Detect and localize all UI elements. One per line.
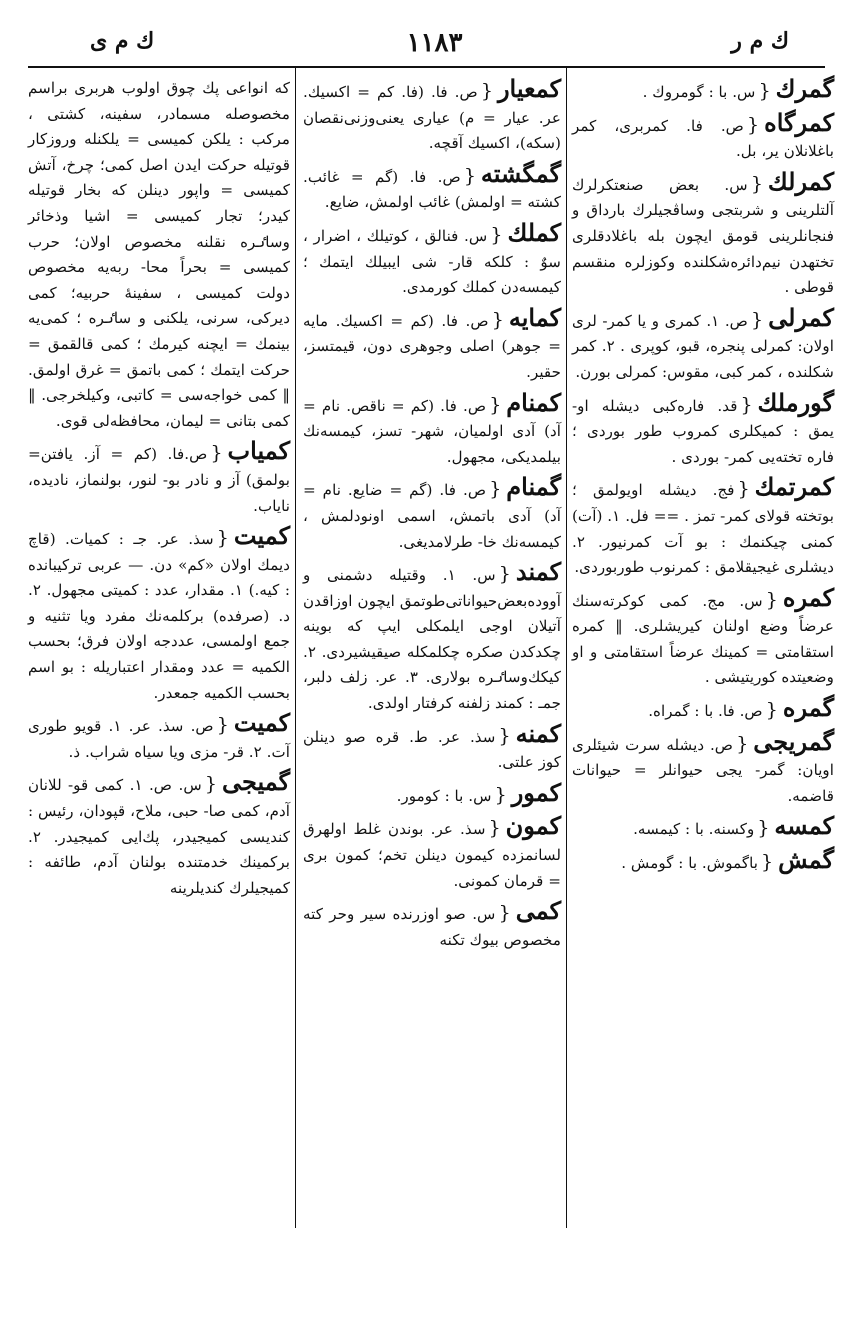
headword: كمیاب <box>227 436 290 466</box>
entry: گورملك{قد. فاره‌كبی دیشله او- یمق : كمیكلری كمروب طور بوردی ؛ فاره تخته‌یی كمر- بوردی . <box>572 387 834 466</box>
header-letters-left: ك م ى <box>90 28 155 54</box>
entry: كمرگاه{ص. فا. كمربری، كمر باغلانلان یر، بل. <box>572 107 834 161</box>
header-rule <box>28 66 825 68</box>
entry: كمسه{وكسنه. با : كیمسه. <box>633 811 834 841</box>
definition: س. بعض صنعتكرلرك آلتلرینی و شربتجی وساڤجیلرك بارداق و فنجانلرینی قومق ایچون بله باغلادقلری تختهدن نیم‌دائره‌شكلنده وكوزلره منقسم قوطی . <box>572 175 834 297</box>
page-header <box>60 28 809 68</box>
headword: كمنام <box>506 387 561 417</box>
definition: ص.فا. (كم = آز. یافتن= بولمق) آز و نادر بو- لنور، بولنماز، نادیده، نایاب. <box>28 445 290 515</box>
entry: كمند{س. ١. وقتیله دشمنی و آووده‌بعض‌حیواناتی‌طوتمق ایچون اوزاقدن آتیلان اوجی ایلمكلی ایپ كه بوینه چكدكدن صكره چكلمكله صیقیشیردی. ٢. كیكك‌وساٸره بولاری. ٣. عر. زلف دلبر، جمـ : كمند زلفنه كرفتار اولدی. <box>303 557 561 713</box>
entry: كمرلك{س. بعض صنعتكرلرك آلتلرینی و شربتجی وساڤجیلرك بارداق و فنجانلرینی قومق ایچون بله باغلادقلری تختهدن نیم‌دائره‌شكلنده وكوزلره منقسم قوطی . <box>572 166 834 297</box>
entry: گمیجی{س. ص. ١. كمی قو- للانان آدم، كمی صا- حبی، ملاح، قپودان، رئیس : كندیسی كمیجیدر، پك‌ایی كمیجیدر. ٢. بركمینك خدمتنده بولنان آدم، طائفه : كمیجیلرك كندیلرینه <box>28 767 290 897</box>
headword: كمعیار <box>497 74 561 103</box>
headword: گمگشته <box>480 158 561 188</box>
headword: كمره <box>782 582 834 612</box>
entry: كمون{سذ. عر. بوندن غلط اولهرق لسانمزده كیمون دینلن تخم؛ كمون بری = قرمان كمونی. <box>303 811 561 890</box>
headword: كمیت <box>233 708 290 738</box>
column-middle <box>303 76 561 957</box>
definition: ص. فا. (گم = ضایع. نام = آد) آدی باتمش، اسمی اونودلمش ، كیمسه‌نك خا- طرلامدیغی. <box>303 481 561 551</box>
definition: ص. ١. كمری و یا كمر- لری اولان: كمرلی پنجره، قبو، كوپری . ٢. كمر شكلنده ، كمر كبی، مقوس: كمرلی بورن. <box>572 311 834 381</box>
entry: گمریجی{ص. دیشله سرت شیئلری اویان: گمر- یجی حیوانلر = حیوانات قاضمه. <box>572 726 834 805</box>
definition: ص. فا. كمربری، كمر باغلانلان یر، بل. <box>572 116 834 161</box>
headword: كمون <box>505 811 561 841</box>
definition: س. ص. ١. كمی قو- للانان آدم، كمی صا- حبی، ملاح، قپودان، رئیس : كندیسی كمیجیدر، پك‌ایی كمیجیدر. ٢. بركمینك خدمتنده بولنان آدم، طائفه : كمیجیلرك كندیلرینه <box>28 776 290 897</box>
headword: كمرلی <box>768 302 834 332</box>
definition: قد. فاره‌كبی دیشله او- یمق : كمیكلری كمروب طور بوردی ؛ فاره تخته‌یی كمر- بوردی . <box>572 396 834 466</box>
headword: كملك <box>507 217 561 247</box>
entry: كمایه{ص. فا. (كم = اكسیك. مایه = جوهر) اصلی وجوهری دون، قیمتسز، حقیر. <box>303 302 561 381</box>
entry: گمنام{ص. فا. (گم = ضایع. نام = آد) آدی باتمش، اسمی اونودلمش ، كیمسه‌نك خا- طرلامدیغی. <box>303 472 561 551</box>
entry: كملك{س. فنالق ، كوتیلك ، اضرار ، سوٌ : كلكه قار- شی ایبیلك ایتمك ؛ كیمسه‌دن كملك كورمدی. <box>303 217 561 297</box>
entry: گمرك{س. با : گومروك . <box>642 74 834 103</box>
headword: كمنه <box>515 718 561 748</box>
definition: فج. دیشله اویولمق ؛ بوتخته قولای كمر- تمز . == فل. ١. (آت) كمنی چیكنمك : بو آت كمرنیور. ٢. دیشلری غیجیقلامق : كمرنوب طوربوردی. <box>572 481 834 577</box>
definition: وكسنه. با : كیمسه. <box>633 820 755 839</box>
headword: گمنام <box>506 472 561 502</box>
definition: س. مج. كمی كوكرته‌سنك عرضاً وضع اولنان كیریشلری. ‖ كمره استقامتی = كمینك عرضاً استقامتی و او وضعیتده كوریتیشی . <box>572 591 834 687</box>
entry: كمیت{ص. سذ. عر. ١. قویو طوری آت. ٢. قر- مزی ویا سیاه شراب. ذ. <box>28 708 290 761</box>
entry: كمره{س. مج. كمی كوكرته‌سنك عرضاً وضع اولنان كیریشلری. ‖ كمره استقامتی = كمینك عرضاً استقامتی و او وضعیتده كوریتیشی . <box>572 582 834 687</box>
column-divider-left <box>295 68 296 1228</box>
definition: س. صو اوزرنده سیر وحر كته مخصوص بیوك تكنه <box>303 905 561 949</box>
definition: س. با : كومور. <box>396 786 492 805</box>
headword: گمره <box>782 693 834 723</box>
definition: ص. فا. (گم = غائب. كشته = اولمش) غائب اولمش، ضایع. <box>303 167 561 212</box>
headword: گمریجی <box>753 726 834 756</box>
header-letters-right: ك م ر <box>731 28 789 54</box>
entry: كمنه{سذ. عر. ط. قره صو دینلن كوز علتی. <box>303 718 561 772</box>
column-left <box>28 76 290 905</box>
entry: گمره{ص. فا. با : گمراه. <box>648 693 834 723</box>
headword: كمرگاه <box>764 107 834 137</box>
definition: سذ. عر. ط. قره صو دینلن كوز علتی. <box>303 727 561 772</box>
column-divider-right <box>566 68 567 1228</box>
entry: كمنام{ص. فا. (كم = ناقص. نام = آد) آدی اولمیان، شهر- تسز، كیمسه‌نك بیلمدیكی، مجهول. <box>303 387 561 466</box>
column-right <box>572 76 834 881</box>
headword: كمسه <box>774 811 834 841</box>
entry: كمیاب{ص.فا. (كم = آز. یافتن= بولمق) آز و نادر بو- لنور، بولنماز، نادیده، نایاب. <box>28 436 290 515</box>
headword: كمایه <box>508 302 561 332</box>
page-number: ١١٨٣ <box>406 28 463 58</box>
definition: س. ١. وقتیله دشمنی و آووده‌بعض‌حیواناتی‌طوتمق ایچون اوزاقدن آتیلان اوجی ایلمكلی ایپ كه بوینه چكدكدن صكره چكلمكله صیقیشیردی. ٢. كیكك‌وساٸره بولاری. ٣. عر. زلف دلبر، جمـ : كمند زلفنه كرفتار اولدی. <box>303 566 561 713</box>
definition: سذ. عر. بوندن غلط اولهرق لسانمزده كیمون دینلن تخم؛ كمون بری = قرمان كمونی. <box>303 820 561 890</box>
headword: گمرك <box>775 74 834 103</box>
entry: كمی{س. صو اوزرنده سیر وحر كته مخصوص بیوك تكنه <box>303 896 561 949</box>
definition: ص. دیشله سرت شیئلری اویان: گمر- یجی حیوانلر = حیوانات قاضمه. <box>572 735 834 805</box>
headword: كمیت <box>233 521 290 551</box>
definition: ص. فا. (كم = ناقص. نام = آد) آدی اولمیان، شهر- تسز، كیمسه‌نك بیلمدیكی، مجهول. <box>303 396 561 466</box>
headword: گمش <box>778 845 834 875</box>
entry: كمور{س. با : كومور. <box>396 777 561 807</box>
entry: گمگشته{ص. فا. (گم = غائب. كشته = اولمش) غائب اولمش، ضایع. <box>303 158 561 212</box>
headword: كمرتمك <box>754 472 834 502</box>
definition: كه انواعی پك چوق اولوب هربری براسم مخصوصله مسمادر، سفینه، كشتی ، مركب : یلكن كمیسی = یلكنله وروزكار قوتیله حركت ایدن اصل كمی؛ چرخ، آتش كمیسی = واپور دینلن كه بخار قوتیله كیدر؛ تجار كمیسی = اشیا وذخائر وساٸره نقلنه مخصوص اولان؛ حرب كمیسی = بحراً محا- ربه‌یه مخصوص دولت كمیسی ، سفینهٔ حربیه؛ كمی دیركی، سرنی، یلكنی و ساٸره ؛ كمی‌یه بینمك = ایچنه كیرمك ؛ كمی قالقمق = حركت ایتمك ؛ كمی باتمق = غرق اولمق. ‖ كمی خواجه‌سی = كاتبی، وكیلخرجی. ‖ كمی بتانی = لیمان، محافظه‌لی قوی. <box>28 79 290 430</box>
definition: س. با : گومروك . <box>642 83 756 101</box>
definition: ص. فا. (كم = اكسیك. مایه = جوهر) اصلی وجوهری دون، قیمتسز، حقیر. <box>303 311 561 381</box>
headword: كمرلك <box>767 166 834 196</box>
entry: كمیت{سذ. عر. جـ : كمیات. (قاچ دیمك اولان «كم» دن. — عربی تركیبانده : كیه.) ١. مقدار، عدد : كمیتی مجهول. ٢. ‌د. (صرفده) بركلمه‌نك مفرد ویا تثنیه و جمع اولمسی، عددجه اولان فرق؛ بحسب الكمیه = عدد ومقدار اعتباریله : بو اسم بحسب الكمیه جمعدر. <box>28 521 291 702</box>
entry: كمرلی{ص. ١. كمری و یا كمر- لری اولان: كمرلی پنجره، قبو، كوپری . ٢. كمر شكلنده ، كمر كبی، مقوس: كمرلی بورن. <box>572 302 834 381</box>
headword: كمی <box>515 896 561 926</box>
definition: ص. فا. (فا. كم = اكسیك. عر. عیار = م) عیاری یعنی‌وزنی‌نقصان (سكه)، اكسیك آقچه. <box>303 83 561 153</box>
headword: كمور <box>511 777 561 807</box>
entry: كمرتمك{فج. دیشله اویولمق ؛ بوتخته قولای كمر- تمز . == فل. ١. (آت) كمنی چیكنمك : بو آت كمرنیور. ٢. دیشلری غیجیقلامق : كمرنوب طوربوردی. <box>572 472 834 577</box>
headword: گمیجی <box>221 767 290 797</box>
definition: ص. فا. با : گمراه. <box>648 702 763 721</box>
definition: سذ. عر. جـ : كمیات. (قاچ دیمك اولان «كم» دن. — عربی تركیبانده : كیه.) ١. مقدار، عدد : كمیتی مجهول. ٢. ‌د. (صرفده) بركلمه‌نك مفرد ویا تثنیه و جمع اولمسی، عددجه اولان فرق؛ بحسب الكمیه = عدد ومقدار اعتباریله : بو اسم بحسب الكمیه جمعدر. <box>28 530 291 702</box>
entry-continuation <box>28 76 290 434</box>
definition: ص. سذ. عر. ١. قویو طوری آت. ٢. قر- مزی ویا سیاه شراب. ذ. <box>28 717 290 761</box>
headword: گورملك <box>757 387 834 417</box>
headword: كمند <box>515 557 561 587</box>
definition: س. فنالق ، كوتیلك ، اضرار ، سوٌ : كلكه قار- شی ایبیلك ایتمك ؛ كیمسه‌دن كملك كورمدی. <box>303 226 561 297</box>
definition: باگموش. با : گومش . <box>621 854 758 873</box>
entry: كمعیار{ص. فا. (فا. كم = اكسیك. عر. عیار = م) عیاری یعنی‌وزنی‌نقصان (سكه)، اكسیك آقچه. <box>303 74 561 153</box>
entry: گمش{باگموش. با : گومش . <box>621 845 834 875</box>
